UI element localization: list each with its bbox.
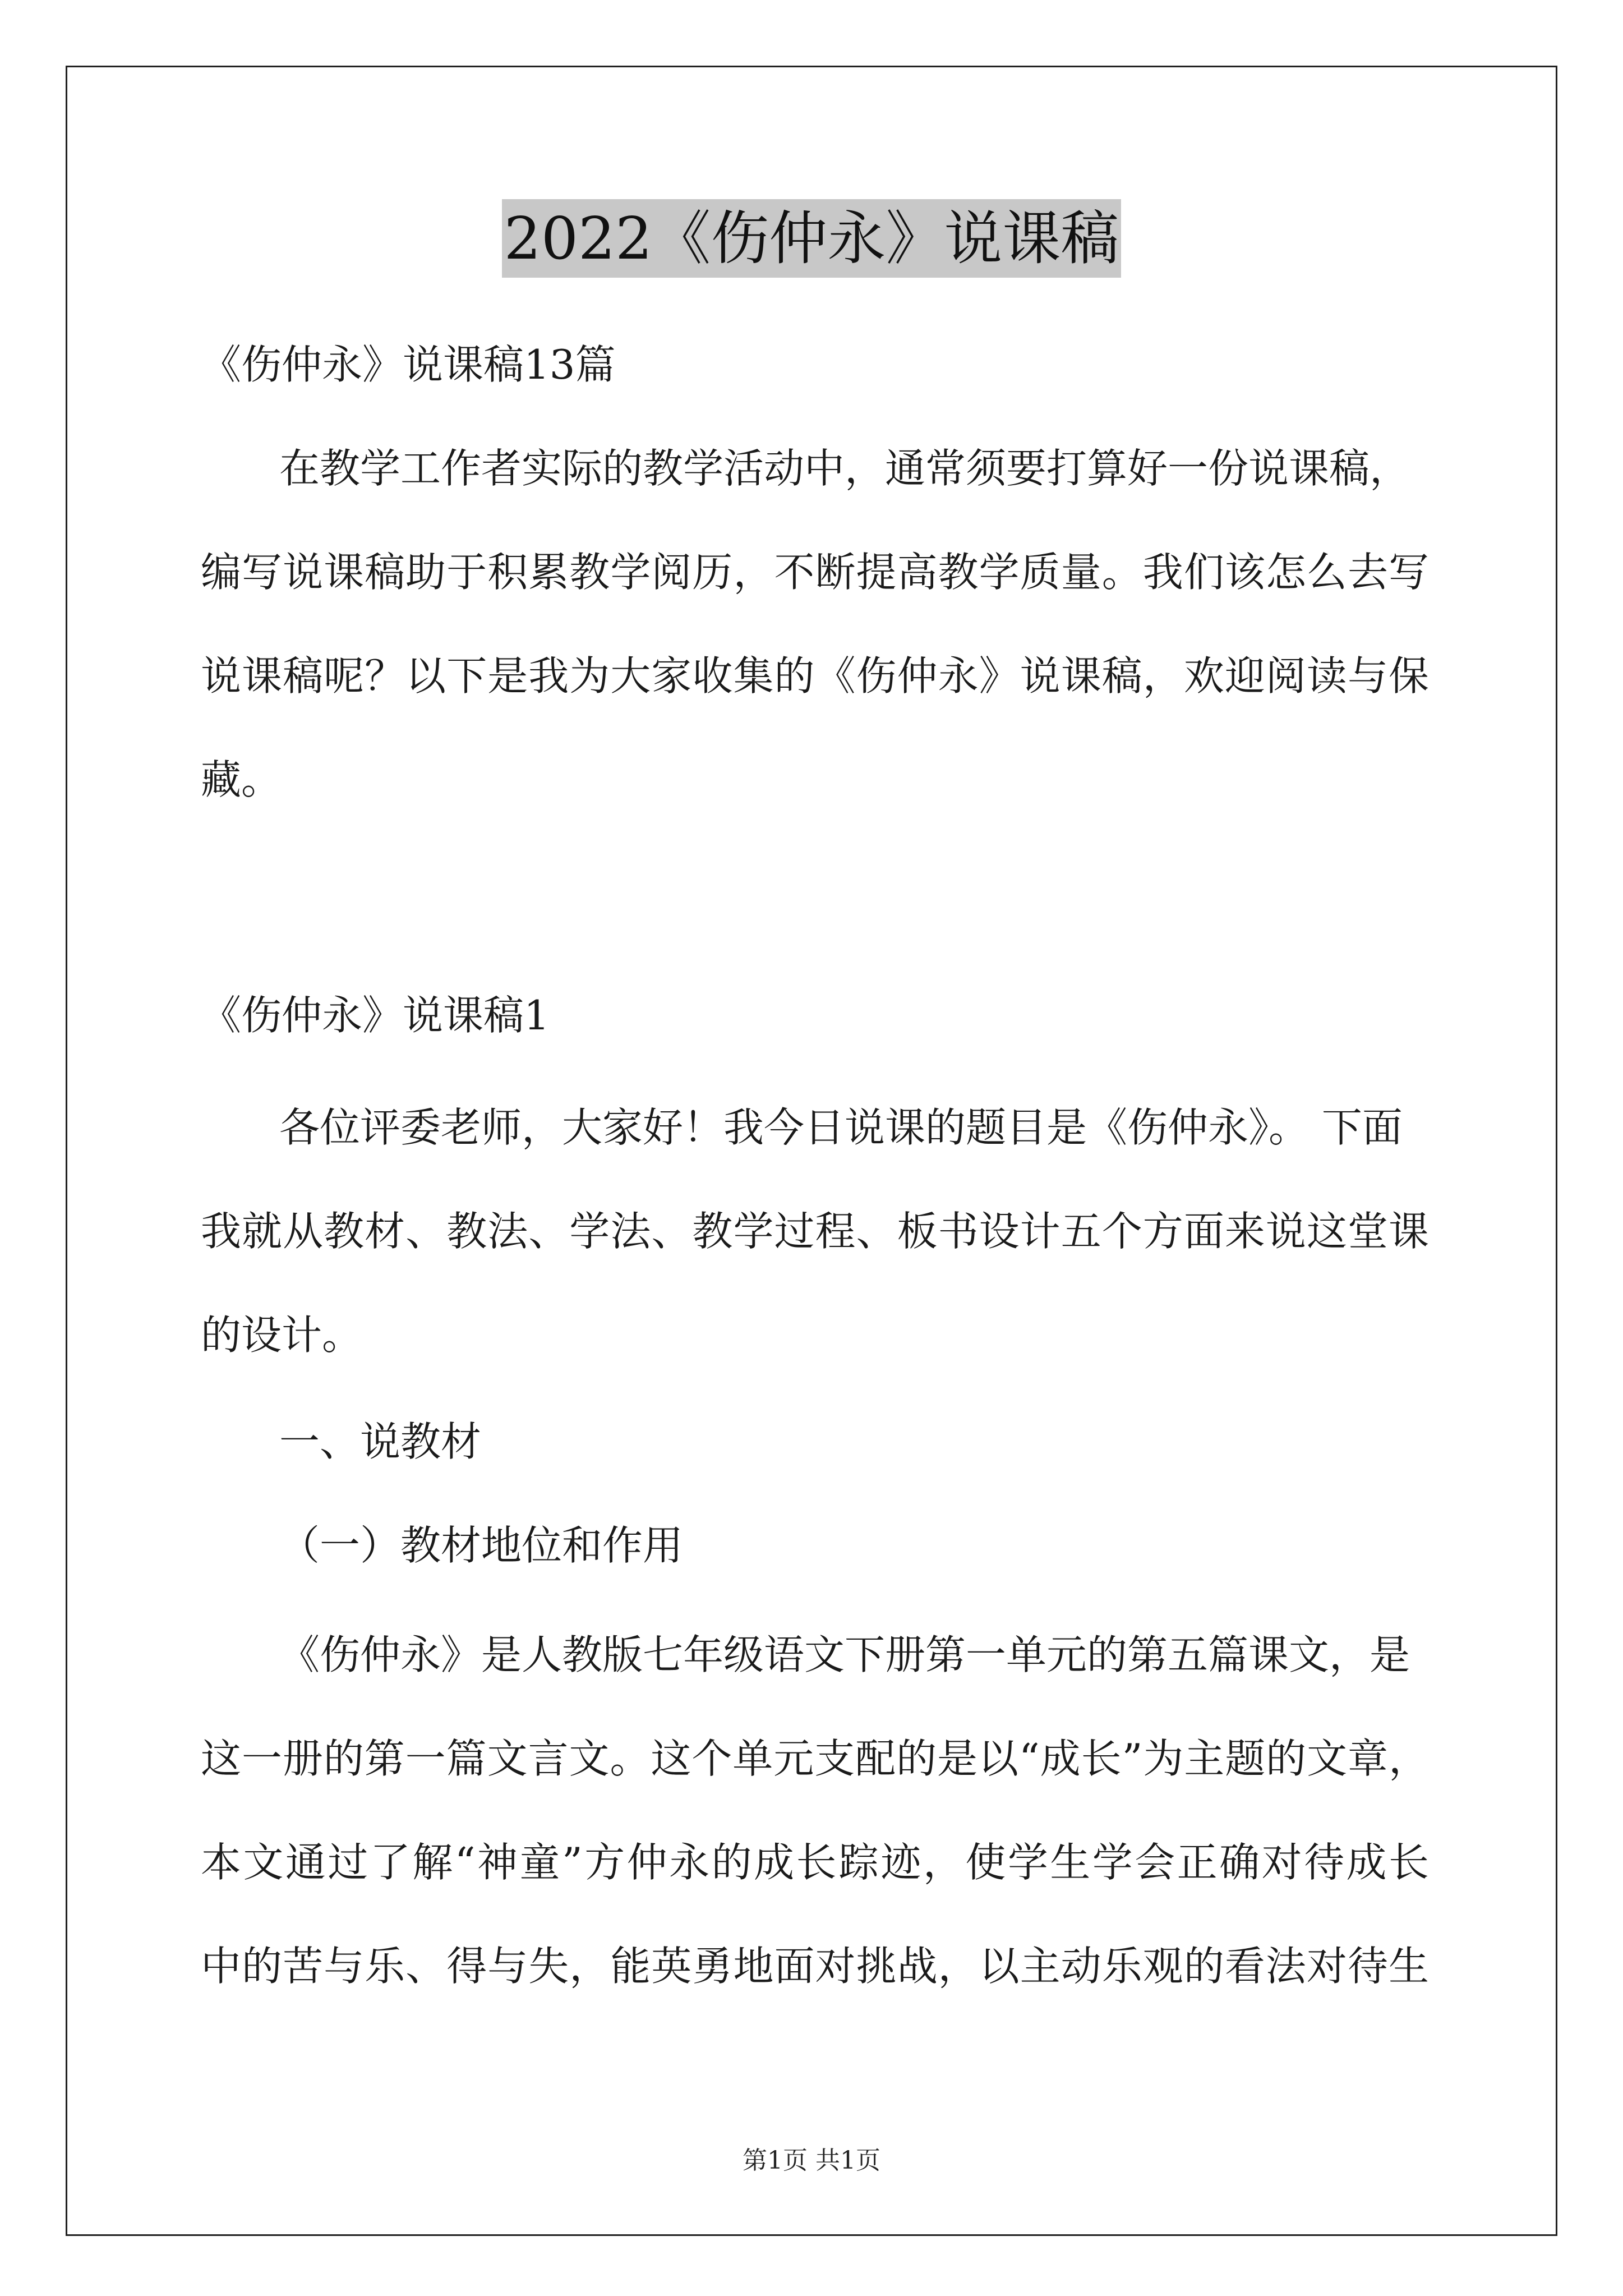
greeting-line: 我就从教材、教法、学法、教学过程、板书设计五个方面来说这堂课	[201, 1208, 1429, 1255]
body-line: 本文通过了解“神童”方仲永的成长踪迹，使学生学会正确对待成长	[201, 1839, 1429, 1886]
title-wrap	[0, 199, 1623, 278]
document-title: 2022《伤仲永》说课稿	[502, 199, 1122, 278]
section-heading: 《伤仲永》说课稿1	[201, 992, 550, 1039]
greeting-line: 的设计。	[201, 1312, 363, 1359]
subpart-heading: （一）教材地位和作用	[279, 1522, 684, 1569]
part-heading: 一、说教材	[279, 1418, 482, 1465]
body-line: 《伤仲永》是人教版七年级语文下册第一单元的第五篇课文，是	[279, 1631, 1410, 1678]
document-subtitle: 《伤仲永》说课稿13篇	[201, 341, 616, 388]
body-line: 这一册的第一篇文言文。这个单元支配的是以“成长”为主题的文章，	[201, 1735, 1429, 1782]
body-line: 中的苦与乐、得与失，能英勇地面对挑战，以主动乐观的看法对待生	[201, 1943, 1429, 1990]
intro-line: 藏。	[201, 756, 282, 803]
greeting-line: 各位评委老师，大家好！我今日说课的题目是《伤仲永》。 下面	[279, 1104, 1403, 1151]
intro-line: 说课稿呢？以下是我为大家收集的《伤仲永》说课稿，欢迎阅读与保	[201, 652, 1429, 700]
intro-line: 编写说课稿助于积累教学阅历，不断提高教学质量。我们该怎么去写	[201, 549, 1429, 596]
page-footer: 第1页 共1页	[743, 2146, 880, 2175]
intro-line: 在教学工作者实际的教学活动中，通常须要打算好一份说课稿，	[279, 445, 1410, 492]
